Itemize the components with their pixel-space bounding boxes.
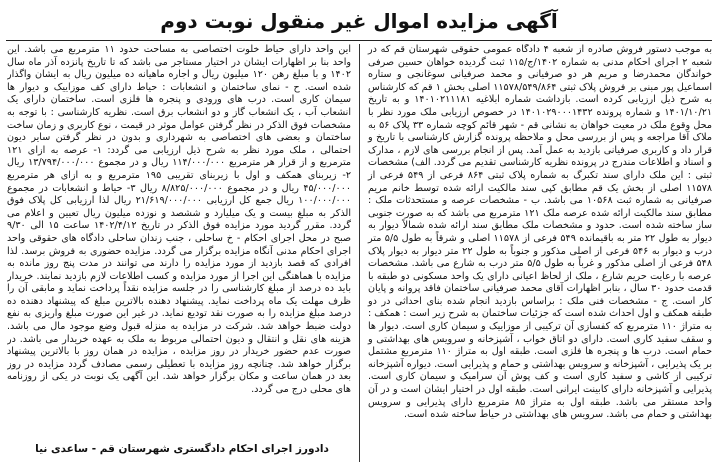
title-rule xyxy=(6,40,712,41)
right-column xyxy=(362,44,712,462)
notice-columns xyxy=(6,44,712,464)
left-column xyxy=(7,44,357,462)
right-column-text: به موجب دستور فروش صادره از شعبه ۴ دادگاه عمومی حقوقی شهرستان قم که در شعبه ۲ اجرای احکام مدنی به شماره ۱۴۰۲/ج/۱۱۵ ثبت گردیده خواهان حسین صرفی خواندگان محمدرضا و مریم هر دو صرفیانی و محمد صرفیانی سوغانجی و ستاره اسماعیل پور مبنی بر فروش پلاک ثبتی ۱۱۵۷۸/۵۴۹/۸۶۴ اصلی بخش ۱ قم که کارشناس به شرح ذیل ارزیابی کرده است. بازداشت شماره ابلاغیه ۱۴۰۱۰۲۱۱۱۸۱ و به تاریخ ۱۴۰۱/۱۰/۲۱ و شماره پرونده ۱۴۰۱۰۲۹۰۰۰۱۴۳۲ در خصوص ارزیابی ملک مورد نظر با محل وقوع ملک در معیت خواهان به نشانی قم - شهر قائم کوچه شماره ۳۳ پلاک ۵۶ به ملاک آقا مراجعه و پس از بررسی محل و ملاحظه پرونده گزارش کارشناسی با تاریخ و قرار داد و کاربری صرفیانی بازدید به عمل آمد. پس از انجام بررسی های لازم ، مدارک و اسناد و اطلاعات مندرج در پرونده نظریه کارشناسی تقدیم می گردد. الف) مشخصات ثبتی : این ملک دارای سند تکبرگ به شماره پلاک ثبتی ۸۶۴ فرعی از ۵۴۹ فرعی از ۱۱۵۷۸ اصلی از بخش یک قم مطابق کپی سند مالکیت ارائه شده توسط خانم مریم صرفیانی به شماره ثبت ۱۰۵۶۸ می باشد. ب - مشخصات عرصه و مستحدثات ملک : مطابق سند مالکیت ارائه شده عرصه ملک ۱۲۱ مترمربع می باشد که به صورت جنوبی ساز ساخته شده است. حدود و مشخصات ملک مطابق سند ارائه شده شمالاً دیوار به دیوار به طول ۲۲ متر به باقیمانده ۵۴۹ فرعی از ۱۱۵۷۸ اصلی و شرقاً به طول ۵/۵ متر درب و دیوار به ۵۴۶ فرعی از اصلی مذکور و جنوباً به طول ۲۲ متر دیوار به دیوار پلاک ۵۴۸ فرعی از اصلی مذکور و غرباً به طول ۵/۵ متر درب به شارع می باشد. مشخصات عرصه با رعایت حریم شارع ، ملک از لحاظ اعیانی دارای یک واحد مسکونی دو طبقه با قدمت حدود ۳۰ سال ، بنابر اظهارات آقای محمد صرفیانی ساختمان فاقد پروانه و پایان کار است. ج - مشخصات فنی ملک : براساس بازدید انجام شده بنای احداثی در دو طبقه همکف و اول احداث شده است که جزئیات ساختمان به شرح زیر است : همکف : به متراژ ۱۱۰ مترمربع که کفسازی آن ترکیبی از موزاییک و سیمان کاری است. دیوار ها و سقف سفید کاری است. دارای دو اتاق خواب ، آشپزخانه و سرویس های بهداشتی و حمام است. درب ها و پنجره ها فلزی است. طبقه اول به متراژ ۱۱۰ مترمربع مشتمل بر یک پذیرایی ، آشپزخانه و سرویس بهداشتی و حمام و پذیرایی است. دیواره آشپزخانه ترکیبی از کاشی و سفید کاری است و کف پوش آن سرامیک و سیمان کاری است. پذیرایی و آشپزخانه دارای کابینت ایرانی است. طبقه اول در اختیار ایشان است و در آن واحد مستقر می باشد. طبقه اول به متراژ ۸۵ مترمربع دارای پذیرایی و سرویس بهداشتی و حمام می باشد. سرویس های بهداشتی در حیاط ساخته شده است. xyxy=(368,44,712,421)
notice-title: آگهی مزایده اموال غیر منقول نوبت دوم xyxy=(160,9,558,33)
notice-header xyxy=(4,3,714,39)
column-divider xyxy=(359,44,360,462)
left-column-text: این واحد دارای حیاط خلوت اختصاصی به مساحت حدود ۱۱ مترمربع می باشد. این واحد بنا بر اظهارات ایشان در اختیار مستاجر می باشد که تا تاریخ پانزده آذر ماه سال ۱۴۰۲ و با مبلغ رهن ۱۲۰ میلیون ریال و اجاره ماهیانه ده میلیون ریال به ایشان واگذار شده است. ح - نمای ساختمان و انشعابات : حیاط دارای کف موزاییک و دیوار ها سیمان کاری است. درب های ورودی و پنجره ها فلزی است. ساختمان دارای یک انشعاب آب ، یک انشعاب گاز و دو انشعاب برق است. نظریه کارشناسی : با توجه به مشخصات فوق الذکر در نظر گرفتن عوامل موثر در قیمت ، نوع کاربری و زمان ساخت ساختمان و بعضی های اختصاصی به شهرداری و بدون در نظر گرفتن سایر دیون احتمالی ، ملک مورد نظر به شرح ذیل ارزیابی می گردد: ۱- عرصه به ازای ۱۲۱ مترمربع و از قرار هر مترمربع ۱۱۴/۰۰۰/۰۰۰ ریال و در مجموع ۱۳/۷۹۴/۰۰۰/۰۰۰ ریال ۲- زیربنای همکف و اول با زیربنای تقریبی ۱۹۵ مترمربع و به ازای هر مترمربع ۴۵/۰۰۰/۰۰۰ ریال و در مجموع ۸/۸۲۵/۰۰۰/۰۰۰ ریال ۳- حیاط و انشعابات در مجموع ۱۰۰/۰۰۰/۰۰۰ ریال جمع کل ارزیابی ۲۱/۶۱۹/۰۰۰/۰۰۰ ریال لذا ارزیابی کل پلاک فوق الذکر به مبلغ بیست و یک میلیارد و ششصد و نوزده میلیون ریال تعیین و اعلام می گردد. مقرر گردید مورد مزایده فوق الذکر در تاریخ ۱۴۰۲/۴/۱۲ ساعت ۱۵ الی ۹/۳۰ صبح در محل اجرای احکام - خ ساحلی ، جنب زندان ساحلی دادگاه های حقوقی واحد اجرای احکام مدنی آنگاه مزایده برگزار می گردد. مزایده حضوری به فروش برسد. لذا افرادی که قصد بازدید از مورد مزایده را دارند می توانند در مدت پنج روز مانده به مزایده با هماهنگی این اجرا از مورد مزایده و کسب اطلاعات لازم بازدید نمایند. خریدار باید ده درصد از مبلغ کارشناسی را در جلسه مزایده نقداً پرداخت نماید و مابقی آن را ظرف مهلت یک ماه پرداخت نماید. پیشنهاد دهنده بالاترین مبلغ که پیشنهاد دهنده ده درصد مبلغ مزایده را به صورت نقد تودیع نماید. در غیر این صورت مبلغ واریزی به نفع دولت ضبط خواهد شد. شرکت در مزایده به منزله قبول وضع موجود مال می باشد. هزینه های نقل و انتقال و دیون احتمالی مربوط به ملک به عهده خریدار می باشد. در صورت عدم حضور خریدار در روز مزایده ، مزایده در همان روز با بالاترین پیشنهاد برگزار خواهد شد. چنانچه روز مزایده با تعطیلی رسمی مصادف گردد مزایده در روز بعد در همان ساعت و مکان برگزار خواهد شد. این آگهی یک نوبت در یکی از روزنامه های محلی درج می گردد. xyxy=(7,44,352,396)
signature: دادورز اجرای احکام دادگستری شهرستان قم - ساعدی نیا xyxy=(35,443,329,456)
